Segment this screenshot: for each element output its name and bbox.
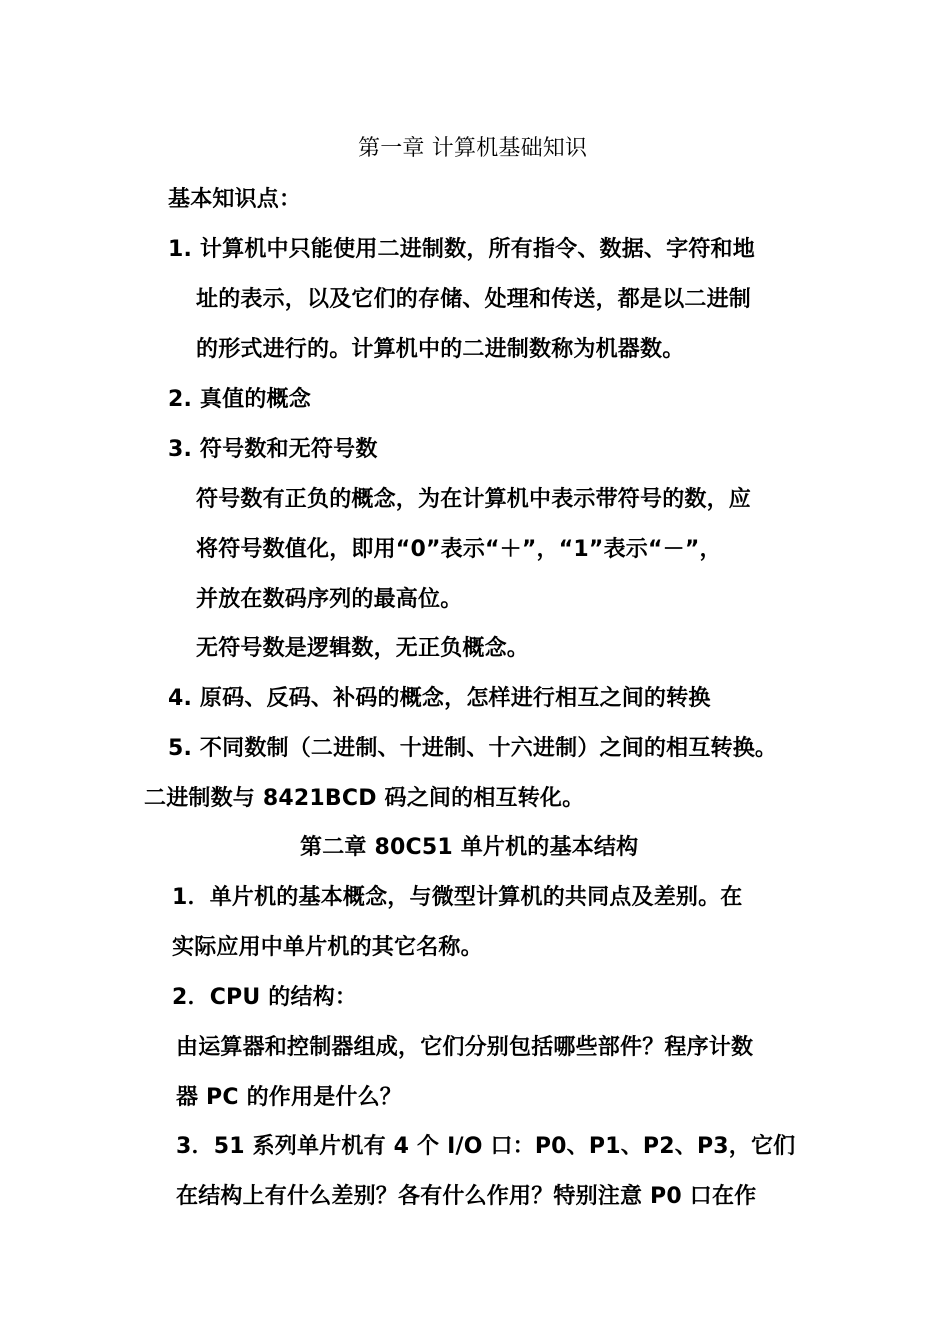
ch2-item2: 2．CPU 的结构： bbox=[172, 985, 358, 1010]
ch1-item5: 5. 不同数制（二进制、十进制、十六进制）之间的相互转换。 bbox=[168, 736, 778, 761]
ch1-item1-line3: 的形式进行的。计算机中的二进制数称为机器数。 bbox=[196, 337, 685, 362]
ch1-item4: 4. 原码、反码、补码的概念，怎样进行相互之间的转换 bbox=[168, 686, 711, 711]
ch1-item3-line4: 无符号数是逻辑数，无正负概念。 bbox=[196, 636, 530, 661]
ch2-item2-line1: 由运算器和控制器组成，它们分别包括哪些部件？程序计数 bbox=[176, 1035, 754, 1060]
ch2-item3-line2: 在结构上有什么差别？各有什么作用？特别注意 P0 口在作 bbox=[176, 1184, 757, 1209]
ch2-item1-line2: 实际应用中单片机的其它名称。 bbox=[172, 935, 483, 960]
knowledge-heading: 基本知识点： bbox=[168, 187, 302, 212]
ch2-item3-line1: 3．51 系列单片机有 4 个 I/O 口：P0、P1、P2、P3，它们 bbox=[176, 1134, 796, 1159]
ch2-item2-line2: 器 PC 的作用是什么？ bbox=[176, 1085, 402, 1110]
ch1-item3-line1: 符号数有正负的概念，为在计算机中表示带符号的数，应 bbox=[196, 487, 752, 512]
ch1-item3-line3: 并放在数码序列的最高位。 bbox=[196, 587, 463, 612]
ch1-item5-line2: 二进制数与 8421BCD 码之间的相互转化。 bbox=[144, 786, 585, 811]
chapter1-title: 第一章 计算机基础知识 bbox=[358, 136, 588, 161]
ch2-item1-line1: 1．单片机的基本概念，与微型计算机的共同点及差别。在 bbox=[172, 885, 743, 910]
ch1-item3: 3. 符号数和无符号数 bbox=[168, 437, 378, 462]
ch1-item2: 2. 真值的概念 bbox=[168, 387, 311, 412]
ch1-item1-line1: 1. 计算机中只能使用二进制数，所有指令、数据、字符和地 bbox=[168, 237, 755, 262]
ch1-item1-line2: 址的表示，以及它们的存储、处理和传送，都是以二进制 bbox=[196, 287, 752, 312]
chapter2-title: 第二章 80C51 单片机的基本结构 bbox=[300, 835, 639, 860]
ch1-item3-line2: 将符号数值化，即用“0”表示“＋”，“1”表示“－”， bbox=[196, 537, 722, 562]
